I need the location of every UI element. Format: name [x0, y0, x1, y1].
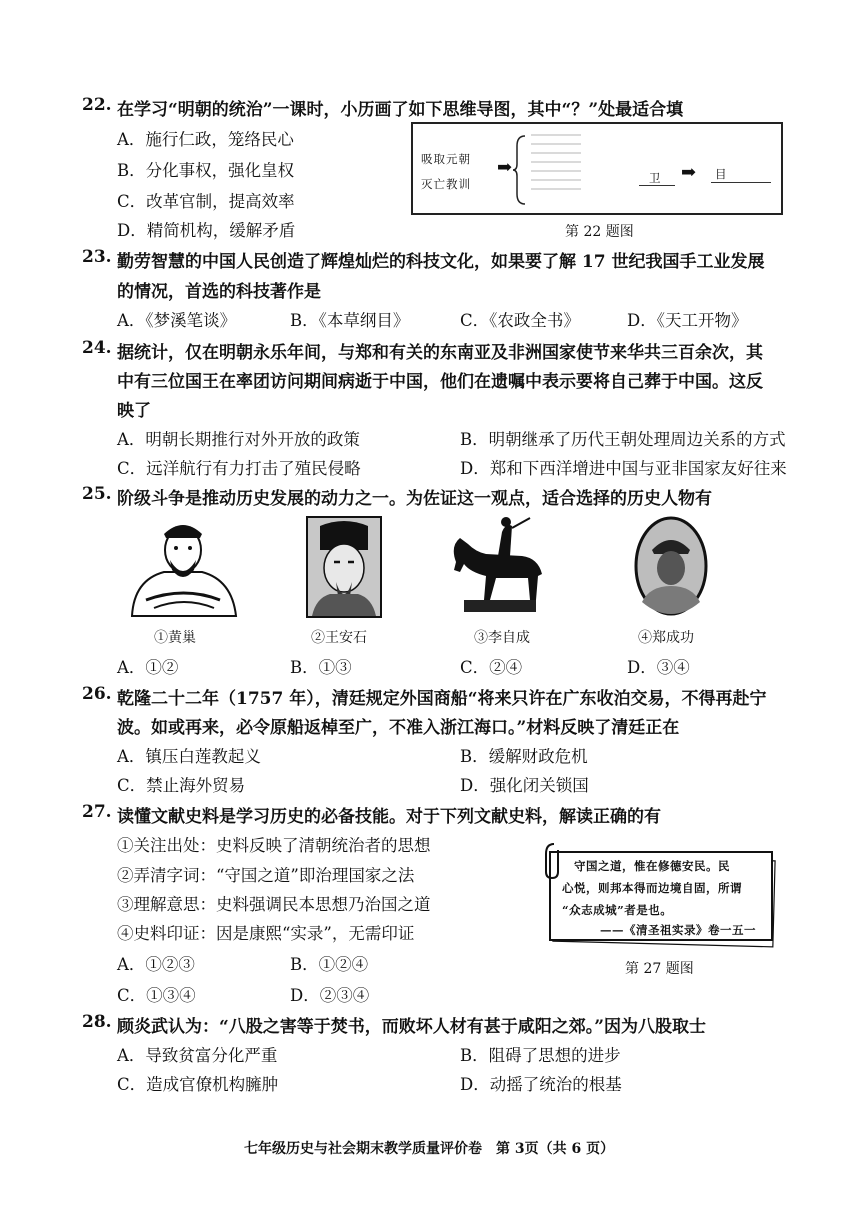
- mindmap-left-line2: 灭亡教训: [421, 177, 471, 191]
- q26-option-d: D．强化闭关锁国: [460, 776, 589, 795]
- q25-figure-4: ④郑成功: [638, 630, 694, 646]
- mindmap-mid-label: 卫: [649, 171, 662, 185]
- q25-option-c: C．②④: [460, 658, 523, 677]
- q25-figure-1: ①黄巢: [154, 630, 196, 646]
- mindmap-right-label: 目: [715, 167, 728, 181]
- q27-item-4: ④史料印证：因是康熙“实录”，无需印证: [117, 924, 415, 943]
- q23-option-d: D．《天工开物》: [627, 311, 748, 330]
- q23-option-c: C．《农政全书》: [460, 311, 580, 330]
- li-zicheng-statue-icon: [446, 516, 552, 614]
- q25-number: 25.: [82, 484, 112, 504]
- mindmap-arrow-icon: ➡: [497, 157, 513, 178]
- q28-option-d: D．动摇了统治的根基: [460, 1075, 622, 1094]
- q27-source-note: [540, 842, 780, 948]
- q23-stem-line2: 的情况，首选的科技著作是: [117, 282, 321, 302]
- q24-stem-line2: 中有三位国王在率团访问期间病逝于中国，他们在遗嘱中表示要将自己葬于中国。这反: [117, 372, 763, 392]
- q23-number: 23.: [82, 247, 112, 267]
- q22-option-c: C．改革官制，提高效率: [117, 192, 295, 211]
- q27-option-c: C．①③④: [117, 986, 196, 1005]
- q28-stem: 顾炎武认为：“八股之害等于焚书，而败坏人材有甚于咸阳之郊。”因为八股取士: [117, 1017, 707, 1037]
- q26-number: 26.: [82, 684, 112, 704]
- q24-stem-line1: 据统计，仅在明朝永乐年间，与郑和有关的东南亚及非洲国家使节来华共三百余次，其: [117, 343, 763, 363]
- q28-option-b: B．阻碍了思想的进步: [460, 1046, 621, 1065]
- q25-figure-3: ③李自成: [474, 630, 530, 646]
- note-line-3: “众志成城”者是也。: [562, 903, 673, 917]
- zheng-chenggong-portrait-icon: [634, 516, 708, 616]
- q27-item-2: ②弄清字词：“守国之道”即治理国家之法: [117, 866, 415, 885]
- q25-option-d: D．③④: [627, 658, 690, 677]
- q22-option-d: D．精简机构，缓解矛盾: [117, 221, 296, 240]
- q27-item-1: ①关注出处：史料反映了清朝统治者的思想: [117, 836, 431, 855]
- note-line-1: 守国之道，惟在修德安民。民: [574, 859, 730, 873]
- q22-number: 22.: [82, 95, 112, 115]
- q27-option-d: D．②③④: [290, 986, 370, 1005]
- q23-stem-line1: 勤劳智慧的中国人民创造了辉煌灿烂的科技文化，如果要了解 17 世纪我国手工业发展: [117, 252, 765, 272]
- q27-stem: 读懂文献史料是学习历史的必备技能。对于下列文献史料，解读正确的有: [117, 807, 661, 827]
- q27-caption: 第 27 题图: [625, 961, 694, 977]
- q22-mind-map: [411, 122, 783, 215]
- q22-caption: 第 22 题图: [565, 224, 634, 240]
- q27-number: 27.: [82, 802, 112, 822]
- page-footer: 七年级历史与社会期末教学质量评价卷 第 3页（共 6 页）: [244, 1141, 615, 1157]
- q24-option-a: A．明朝长期推行对外开放的政策: [117, 430, 360, 449]
- q24-option-b: B．明朝继承了历代王朝处理周边关系的方式: [460, 430, 786, 449]
- q26-option-c: C．禁止海外贸易: [117, 776, 246, 795]
- q23-option-a: A．《梦溪笔谈》: [117, 311, 237, 330]
- q24-stem-line3: 映了: [117, 401, 151, 421]
- q22-stem: 在学习“明朝的统治”一课时，小历画了如下思维导图，其中“？”处最适合填: [117, 100, 684, 120]
- q25-stem: 阶级斗争是推动历史发展的动力之一。为佐证这一观点，适合选择的历史人物有: [117, 489, 712, 509]
- q25-figure-2: ②王安石: [311, 630, 367, 646]
- q24-option-d: D．郑和下西洋增进中国与亚非国家友好往来: [460, 459, 787, 478]
- q22-option-a: A．施行仁政，笼络民心: [117, 130, 294, 149]
- q28-option-c: C．造成官僚机构臃肿: [117, 1075, 279, 1094]
- q23-option-b: B．《本草纲目》: [290, 311, 410, 330]
- q26-option-b: B．缓解财政危机: [460, 747, 588, 766]
- q27-option-b: B．①②④: [290, 955, 369, 974]
- mindmap-arrow-icon-2: ➡: [681, 162, 697, 183]
- q27-option-a: A．①②③: [117, 955, 195, 974]
- note-line-2: 心悦，则邦本得而边境自固，所谓: [562, 881, 742, 895]
- q24-option-c: C．远洋航行有力打击了殖民侵略: [117, 459, 361, 478]
- mindmap-left-line1: 吸取元朝: [421, 152, 471, 166]
- q24-number: 24.: [82, 338, 112, 358]
- q22-option-b: B．分化事权，强化皇权: [117, 161, 295, 180]
- q26-stem-line2: 波。如或再来，必令原船返棹至广，不准入浙江海口。”材料反映了清廷正在: [117, 718, 680, 738]
- huang-chao-portrait-icon: [124, 520, 242, 620]
- q25-option-a: A．①②: [117, 658, 179, 677]
- mindmap-blank-line: [639, 185, 675, 186]
- q25-option-b: B．①③: [290, 658, 352, 677]
- q28-number: 28.: [82, 1012, 112, 1032]
- q28-option-a: A．导致贫富分化严重: [117, 1046, 278, 1065]
- note-line-4: ——《清圣祖实录》卷一五一: [600, 923, 756, 937]
- mindmap-brace-icon: [513, 134, 527, 206]
- q26-stem-line1: 乾隆二十二年（1757 年），清廷规定外国商船“将来只许在广东收泊交易，不得再赴宁: [117, 689, 767, 709]
- q27-item-3: ③理解意思：史料强调民本思想乃治国之道: [117, 895, 431, 914]
- wang-anshi-portrait-icon: [306, 516, 382, 618]
- mindmap-faded-text: [531, 130, 581, 190]
- mindmap-blank-line-2: [711, 182, 771, 183]
- q26-option-a: A．镇压白莲教起义: [117, 747, 261, 766]
